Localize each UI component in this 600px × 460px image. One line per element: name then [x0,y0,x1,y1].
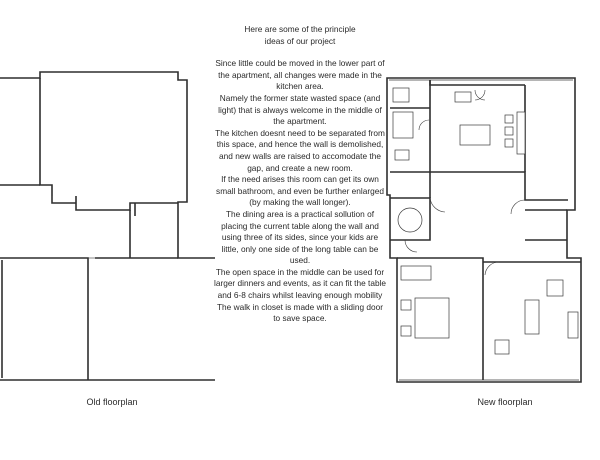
new-floorplan-drawing [385,0,600,390]
armchair [495,340,509,354]
round-table [398,208,422,232]
sofa [525,300,539,334]
old-floorplan-doors [52,196,95,258]
new-room-bed [460,125,490,145]
description-paragraph: The dining area is a practical sollution of placing the current table along the wall and using three of its sides, since your kids are little, only one side of the long table can be used. [221,208,379,266]
description-heading-line-2: ideas of our project [264,35,336,46]
description-paragraph: The walk in closet is made with a sliding door to save space. [216,301,383,324]
description-paragraph: Since little could be moved in the lower part of the apartment, all changes were made in the kitchen area. [215,58,385,92]
description-paragraph: The kitchen doesnt need to be separated from this space, and hence the wall is demolished, and new walls are raised to accomodate the gap, and create a new room. [215,127,385,173]
wardrobe [401,266,431,280]
old-floorplan-caption: Old floorplan [86,397,138,407]
bathtub [393,88,409,102]
description-paragraph: The open space in the middle can be used for larger dinners and events, as it can fit the table and 6-8 chairs whilst leaving enough mobility [213,266,387,301]
nightstand [401,300,411,310]
description-paragraph: Namely the former state wasted space (and light) that is always welcome in the middle of the apartment. [218,92,382,127]
old-floorplan-drawing [0,0,215,390]
shower [393,112,413,138]
armchair [547,280,563,296]
nightstand [401,326,411,336]
dining-chair [505,127,513,135]
dining-chair [505,139,513,147]
dining-table [517,112,525,154]
description-paragraph: If the need arises this room can get its own small bathroom, and even be further enlarged (by making the wall longer). [216,174,384,208]
old-floorplan-walls [0,72,215,380]
bedroom-bed [415,298,449,338]
new-room-sink [455,92,471,102]
new-floorplan-furniture [393,88,578,354]
description-heading-line-1: Here are some of the principle [244,24,356,34]
new-floorplan-caption: New floorplan [477,397,533,407]
toilet [395,150,409,160]
project-description [213,24,387,325]
tv-unit [568,312,578,338]
dining-chair [505,115,513,123]
